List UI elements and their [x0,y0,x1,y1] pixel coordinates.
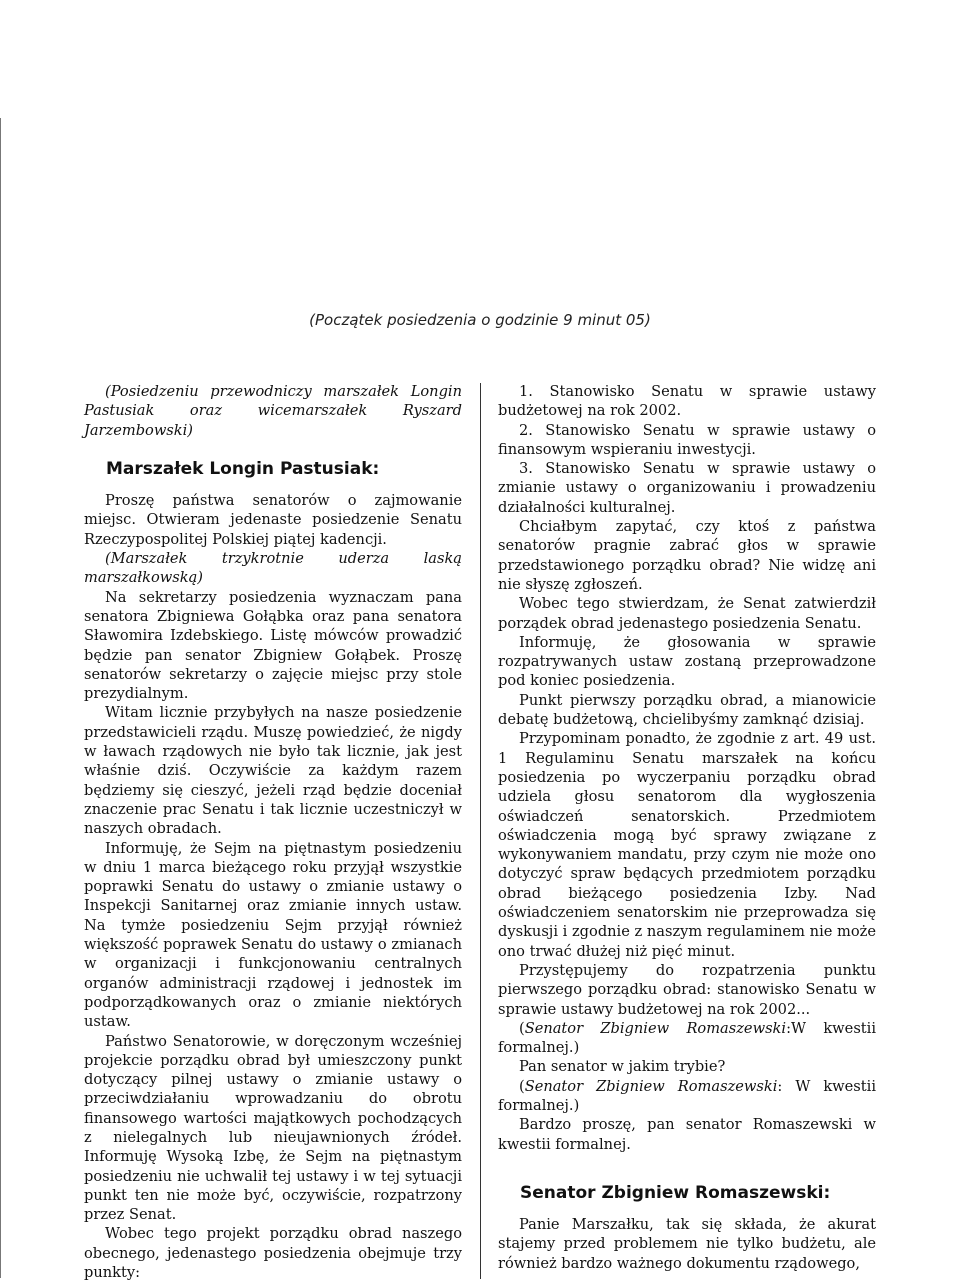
interjection-speaker: Senator Zbigniew Romaszewski [524,1077,778,1095]
paragraph: Panie Marszałku, tak się składa, że akurat stajemy przed problemem nie tylko budżetu, ale również bardzo ważnego dokumentu rządowego, [498,1216,876,1272]
interjection-text: : W kwestii formalnej.) [498,1077,876,1114]
paragraph: Państwo Senatorowie, w doręczonym wcześniej projekcie porządku obrad był umieszczony punkt dotyczący pilnej ustawy o zmianie ustawy o przeciwdziałaniu wprowadzaniu do obrotu finansowego wartości majątkowych pochodzących z nielegalnych lub nieujawnionych źródeł. Informuję Wysoką Izbę, że Sejm na piętnastym posiedzeniu nie uchwalił tej ustawy i w tej sytuacji punkt ten nie może być, oczywiście, rozpatrzony przez Senat. [84,1032,462,1224]
session-start-note: (Początek posiedzenia o godzinie 9 minut 05) [309,311,651,329]
paragraph: Wobec tego projekt porządku obrad naszego obecnego, jedenastego posiedzenia obejmuje trzy punkty: [84,1225,462,1282]
paragraph: Informuję, że głosowania w sprawie rozpatrywanych ustaw zostaną przeprowadzone pod koniec posiedzenia. [498,633,876,690]
left-column [84,382,462,1282]
stage-direction: (Marszałek trzykrotnie uderza laską marszałkowską) [84,550,462,587]
paragraph: Bardzo proszę, pan senator Romaszewski w kwestii formalnej. [498,1116,876,1153]
agenda-item-3: 3. Stanowisko Senatu w sprawie ustawy o zmianie ustawy o organizowaniu i prowadzeniu działalności kulturalnej. [498,460,876,516]
column-divider [480,383,481,1279]
interjection: (Senator Zbigniew Romaszewski:W kwestii formalnej.) [498,1019,877,1057]
chair-note: (Posiedzeniu przewodniczy marszałek Longin Pastusiak oraz wicemarszałek Ryszard Jarzembowski) [84,383,462,439]
paragraph: Na sekretarzy posiedzenia wyznaczam pana senatora Zbigniewa Gołąbka oraz pana senatora Sławomira Izdebskiego. Listę mówców prowadzić będzie pan senator Zbigniew Gołąbek. Proszę senatorów sekretarzy o zajęcie miejsc przy stole prezydialnym. [84,588,462,703]
paragraph: Pan senator w jakim trybie? [519,1058,726,1076]
paragraph: Wobec tego stwierdzam, że Senat zatwierdził porządek obrad jedenastego posiedzenia Senatu. [498,595,876,632]
interjection-speaker: Senator Zbigniew Romaszewski [524,1019,787,1037]
paragraph: Przypominam ponadto, że zgodnie z art. 49 ust. 1 Regulaminu Senatu marszałek na końcu posiedzenia po wyczerpaniu porządku obrad udziela głosu senatorom dla wygłoszenia oświadczeń senatorskich. Przedmiotem oświadczenia mogą być sprawy związane z wykonywaniem mandatu, przy czym nie może ono dotyczyć spraw będących przedmiotem porządku obrad bieżącego posiedzenia Izby. Nad oświadczeniem senatorskim nie przeprowadza się dyskusji i zgodnie z naszym regulaminem nie może ono trwać dłużej niż pięć minut. [498,730,876,960]
paragraph: Przystępujemy do rozpatrzenia punktu pierwszego porządku obrad: stanowisko Senatu w sprawie ustawy budżetowej na rok 2002... [498,961,876,1018]
speaker-heading-romaszewski: Senator Zbigniew Romaszewski: [520,1182,831,1203]
right-column [498,382,876,1273]
paragraph: Proszę państwa senatorów o zajmowanie miejsc. Otwieram jedenaste posiedzenie Senatu Rzeczypospolitej Polskiej piątej kadencji. [84,492,462,548]
paragraph: Witam licznie przybyłych na nasze posiedzenie przedstawicieli rządu. Muszę powiedzieć, że nigdy w ławach rządowych nie było tak licznie, jak jest właśnie dziś. Oczywiście za każdym razem będziemy się cieszyć, jeżeli rząd będzie doceniał znaczenie prac Senatu i tak licznie uczestniczył w naszych obradach. [84,704,462,838]
paragraph: Informuję, że Sejm na piętnastym posiedzeniu w dniu 1 marca bieżącego roku przyjął wszystkie poprawki Senatu do ustawy o zmianie ustawy o Inspekcji Sanitarnej oraz zmianie innych ustaw. Na tymże posiedzeniu Sejm przyjął również większość poprawek Senatu do ustawy o zmianach w organizacji i funkcjonowaniu centralnych organów administracji rządowej i jednostek im podporządkowanych oraz o zmianie niektórych ustaw. [84,839,462,1031]
paragraph: Chciałbym zapytać, czy ktoś z państwa senatorów pragnie zabrać głos w sprawie przedstawionego porządku obrad? Nie widzę ani nie słyszę zgłoszeń. [498,518,876,593]
paragraph: Punkt pierwszy porządku obrad, a mianowicie debatę budżetową, chcielibyśmy zamknąć dzisiaj. [498,691,876,729]
agenda-item-2: 2. Stanowisko Senatu w sprawie ustawy o finansowym wspieraniu inwestycji. [498,421,876,458]
speaker-heading-marszalek: Marszałek Longin Pastusiak: [106,458,380,479]
interjection: (Senator Zbigniew Romaszewski: W kwestii formalnej.) [498,1077,876,1114]
page-edge-line [0,118,1,1278]
agenda-item-1: 1. Stanowisko Senatu w sprawie ustawy budżetowej na rok 2002. [498,383,876,420]
interjection-text: :W kwestii formalnej.) [498,1019,877,1057]
